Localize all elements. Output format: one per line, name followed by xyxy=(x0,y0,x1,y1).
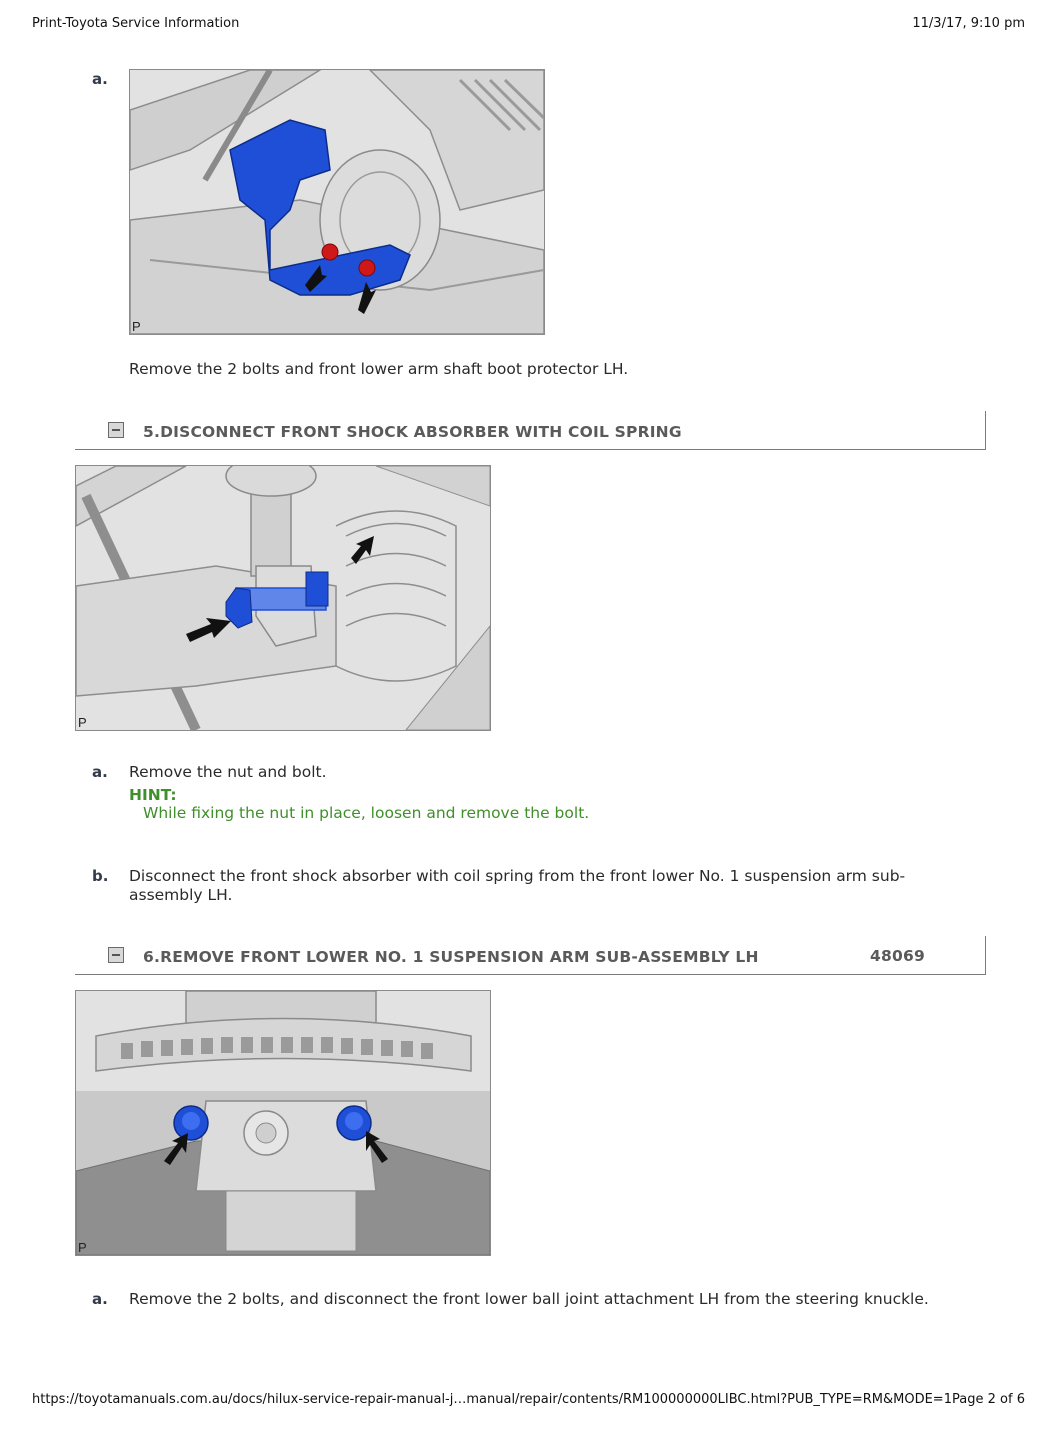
step-letter: a. xyxy=(92,1290,108,1308)
ball-joint-illustration xyxy=(75,990,491,1256)
step-letter: b. xyxy=(92,867,109,885)
shock-absorber-drawing xyxy=(76,466,490,730)
collapse-icon[interactable] xyxy=(108,947,124,963)
print-datetime: 11/3/17, 9:10 pm xyxy=(912,16,1025,31)
page-url: https://toyotamanuals.com.au/docs/hilux-service-repair-manual-j…manual/repair/contents/RM100000000LIBC.html?PUB_TYPE=RM&MODE=1 xyxy=(32,1392,952,1407)
boot-protector-illustration xyxy=(129,69,545,335)
figure-label: P xyxy=(78,1240,87,1255)
figure-label: P xyxy=(78,715,87,730)
shock-absorber-illustration xyxy=(75,465,491,731)
step-text: Remove the nut and bolt. xyxy=(129,763,327,781)
collapse-icon[interactable] xyxy=(108,422,124,438)
boot-protector-drawing xyxy=(130,70,544,334)
section-5-header xyxy=(75,411,986,450)
ball-joint-drawing xyxy=(76,991,490,1255)
step-letter: a. xyxy=(92,70,108,88)
section-code: 48069 xyxy=(870,947,925,965)
section-title: 6.REMOVE FRONT LOWER NO. 1 SUSPENSION ARM SUB-ASSEMBLY LH xyxy=(143,948,759,966)
step-letter: a. xyxy=(92,763,108,781)
print-title: Print-Toyota Service Information xyxy=(32,16,240,31)
step-text: Remove the 2 bolts, and disconnect the front lower ball joint attachment LH from the steering knuckle. xyxy=(129,1290,929,1308)
section-6-header xyxy=(75,936,986,975)
hint-label: HINT: xyxy=(129,786,177,804)
section-title: 5.DISCONNECT FRONT SHOCK ABSORBER WITH COIL SPRING xyxy=(143,423,682,441)
step-text: Disconnect the front shock absorber with coil spring from the front lower No. 1 suspension arm sub-assembly LH. xyxy=(129,867,906,904)
page-number: Page 2 of 6 xyxy=(952,1392,1025,1407)
step-text: Remove the 2 bolts and front lower arm shaft boot protector LH. xyxy=(129,360,629,378)
figure-label: P xyxy=(132,319,141,334)
hint-text: While fixing the nut in place, loosen and remove the bolt. xyxy=(143,804,590,822)
